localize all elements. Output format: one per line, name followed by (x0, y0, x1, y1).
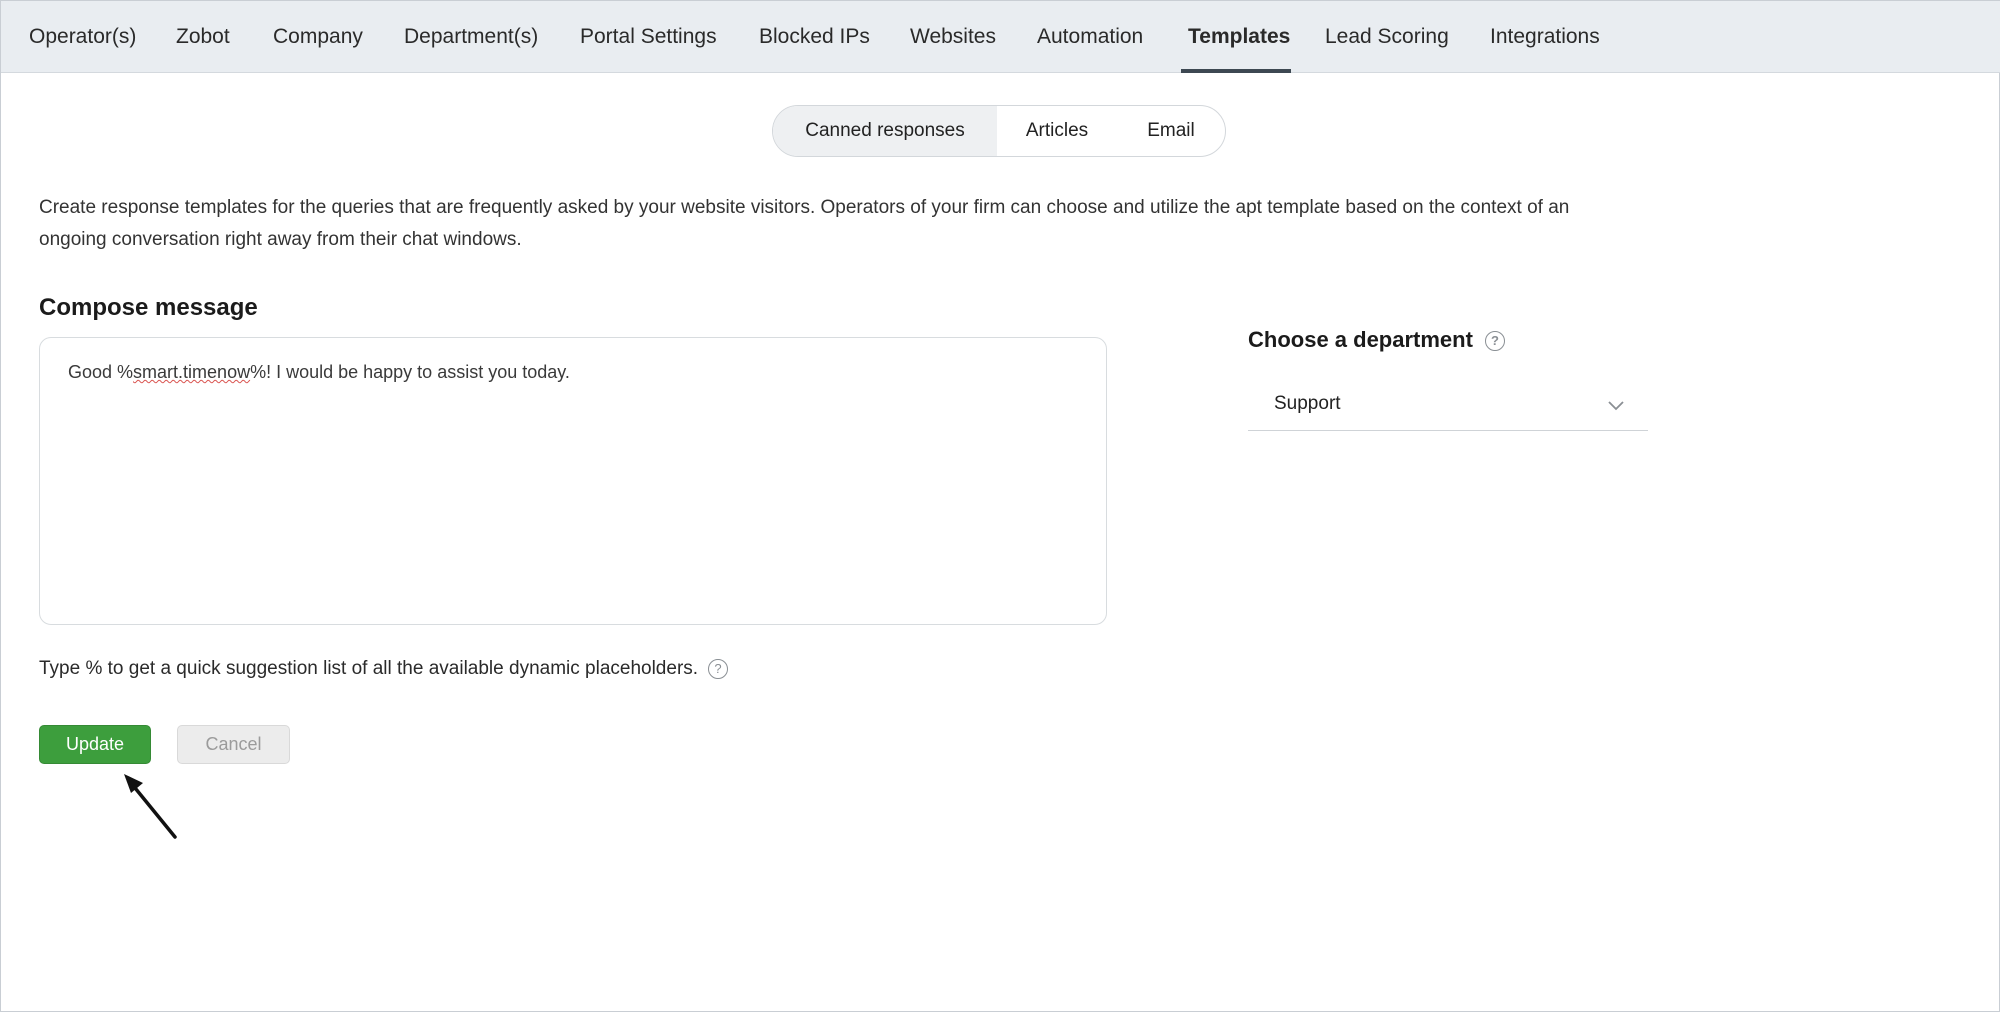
placeholder-hint (39, 658, 728, 680)
nav-tab-blocked-ips[interactable]: Blocked IPs (759, 25, 870, 48)
segment-canned-responses[interactable]: Canned responses (773, 106, 997, 156)
department-select[interactable] (1248, 381, 1648, 431)
message-suffix: %! I would be happy to assist you today. (250, 362, 570, 382)
help-circle-icon[interactable]: ? (708, 659, 728, 679)
nav-tab-lead-scoring[interactable]: Lead Scoring (1325, 25, 1449, 48)
nav-tab-templates[interactable]: Templates (1188, 25, 1291, 48)
update-button[interactable]: Update (39, 725, 151, 764)
segment-email[interactable]: Email (1147, 120, 1195, 141)
nav-tab-company[interactable]: Company (273, 25, 363, 48)
nav-tab-integrations[interactable]: Integrations (1490, 25, 1600, 48)
choose-department-heading (1248, 327, 1505, 353)
template-type-switcher (772, 105, 1226, 157)
nav-tab-portal-settings[interactable]: Portal Settings (580, 25, 717, 48)
segment-articles[interactable]: Articles (1025, 120, 1089, 141)
message-prefix: Good % (68, 362, 134, 382)
choose-department-label: Choose a department (1248, 327, 1473, 352)
help-circle-icon[interactable]: ? (1485, 331, 1505, 351)
top-navigation (1, 1, 2000, 73)
nav-tab-websites[interactable]: Websites (910, 25, 996, 48)
compose-message-textarea[interactable] (39, 337, 1107, 625)
nav-tab-departments[interactable]: Department(s) (404, 25, 539, 48)
chevron-down-icon (1606, 395, 1626, 415)
arrow-pointer-icon (119, 769, 183, 841)
department-selected-value: Support (1274, 393, 1341, 414)
compose-message-heading: Compose message (39, 294, 258, 321)
placeholder-hint-text: Type % to get a quick suggestion list of all the available dynamic placeholders. (39, 658, 699, 679)
nav-tab-zobot[interactable]: Zobot (176, 25, 230, 48)
nav-tab-automation[interactable]: Automation (1037, 25, 1144, 48)
cancel-button[interactable]: Cancel (177, 725, 290, 764)
nav-tab-operators[interactable]: Operator(s) (29, 25, 137, 48)
message-content (68, 362, 570, 383)
page-description: Create response templates for the queries that are frequently asked by your website visitors. Operators of your firm can choose and utilize the apt template based on the context of an ongoing conversation right away from their chat windows. (39, 197, 1570, 250)
placeholder-token: smart.timenow (133, 362, 251, 382)
active-tab-indicator (1181, 69, 1291, 73)
